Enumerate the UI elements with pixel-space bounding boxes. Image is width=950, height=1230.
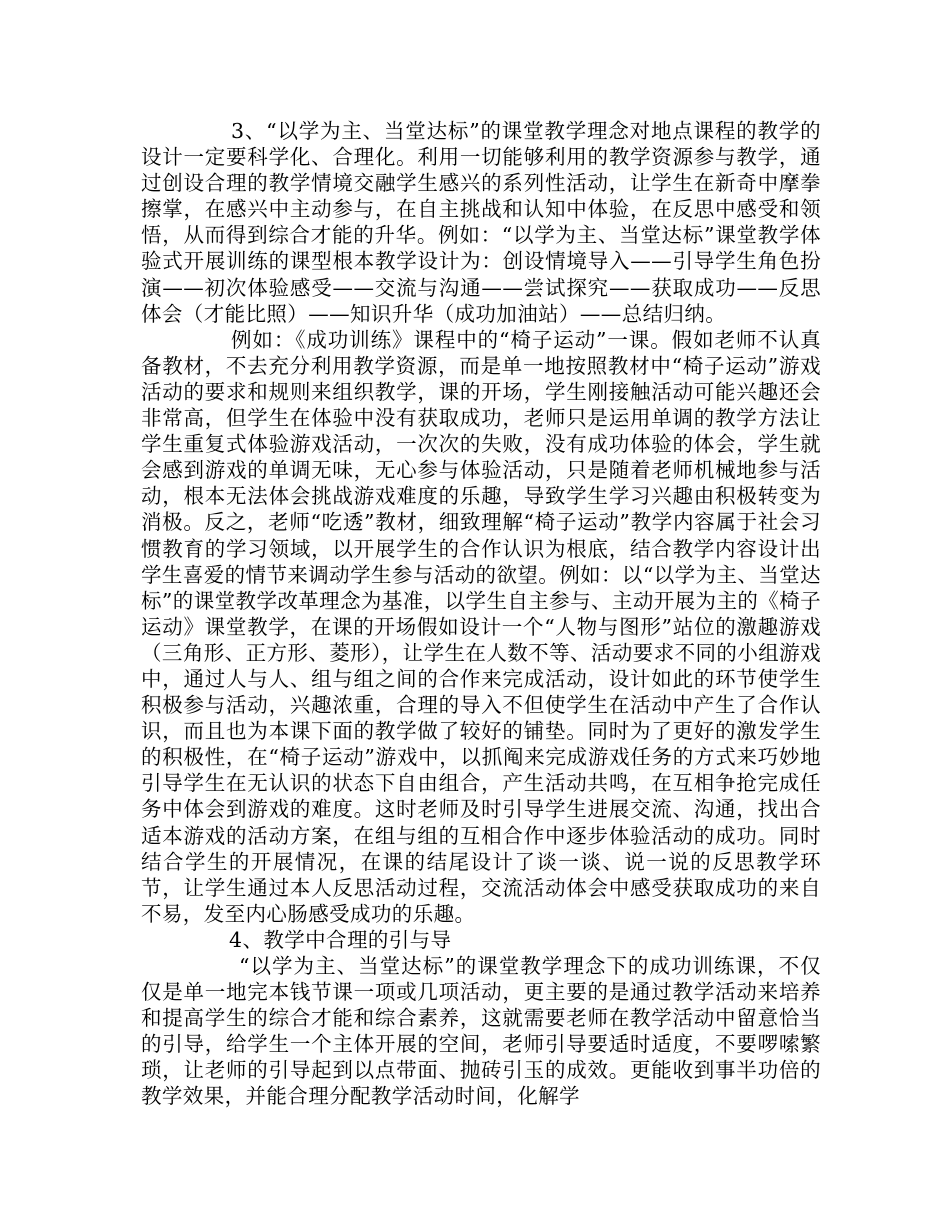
paragraph-example: 例如：《成功训练》课程中的“椅子运动”一课。假如老师不认真备教材，不去充分利用教学资源，而是单一地按照教材中“椅子运动”游戏活动的要求和规则来组织教学，课的开场，学生刚接触活动可能兴趣还会非常高，但学生在体验中没有获取成功，老师只是运用单调的教学方法让学生重复式体验游戏活动，一次次的失败，没有成功体验的体会，学生就会感到游戏的单调无味，无心参与体验活动，只是随着老师机械地参与活动，根本无法体会挑战游戏难度的乐趣，导致学生学习兴趣由积极转变为消极。反之，老师“吃透”教材，细致理解“椅子运动”教学内容属于社会习惯教育的学习领域，以开展学生的合作认识为根底，结合教学内容设计出学生喜爱的情节来调动学生参与活动的欲望。例如：以“以学为主、当堂达标”的课堂教学改革理念为基准，以学生自主参与、主动开展为主的《椅子运动》课堂教学，在课的开场假如设计一个“人物与图形”站位的激趣游戏（三角形、正方形、菱形），让学生在人数不等、活动要求不同的小组游戏中，通过人与人、组与组之间的合作来完成活动，设计如此的环节使学生积极参与活动，兴趣浓重，合理的导入不但使学生在活动中产生了合作认识，而且也为本课下面的教学做了较好的铺垫。同时为了更好的激发学生的积极性，在“椅子运动”游戏中，以抓阄来完成游戏任务的方式来巧妙地引导学生在无认识的状态下自由组合，产生活动共鸣，在互相争抢完成任务中体会到游戏的难度。这时老师及时引导学生进展交流、沟通，找出合适本游戏的活动方案，在组与组的互相合作中逐步体验活动的成功。同时结合学生的开展情况，在课的结尾设计了谈一谈、说一说的反思教学环节，让学生通过本人反思活动过程，交流活动体会中感受获取成功的来自不易，发至内心肠感受成功的乐趣。 (141, 327, 821, 926)
document-body (141, 118, 821, 1110)
section-heading-4: 4、教学中合理的引与导 (229, 927, 452, 952)
paragraph-section-4: “以学为主、当堂达标”的课堂教学理念下的成功训练课，不仅仅是单一地完本钱节课一项或几项活动，更主要的是通过教学活动来培养和提高学生的综合才能和综合素养，这就需要老师在教学活动中留意恰当的引导，给学生一个主体开展的空间，老师引导要适时适度，不要啰嗦繁琐，让老师的引导起到以点带面、抛砖引玉的成效。更能收到事半功倍的教学效果，并能合理分配教学活动时间，化解学 (141, 954, 821, 1109)
paragraph-section-3: 3、“以学为主、当堂达标”的课堂教学理念对地点课程的教学的设计一定要科学化、合理化。利用一切能够利用的教学资源参与教学，通过创设合理的教学情境交融学生感兴的系列性活动，让学生在新奇中摩拳擦掌，在感兴中主动参与，在自主挑战和认知中体验，在反思中感受和领悟，从而得到综合才能的升华。例如：“以学为主、当堂达标”课堂教学体验式开展训练的课型根本教学设计为：创设情境导入——引导学生角色扮演——初次体验感受——交流与沟通——尝试探究——获取成功——反思体会（才能比照）——知识升华（成功加油站）——总结归纳。 (141, 119, 821, 326)
